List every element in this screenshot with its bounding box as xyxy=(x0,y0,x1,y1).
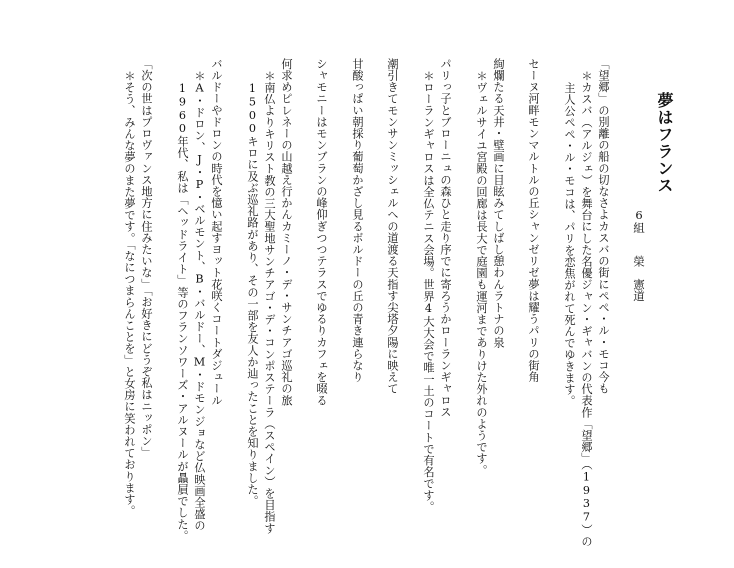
verse-4: パリっ子とブローニュの森ひと走り序でに寄ろうかローランギャロス xyxy=(439,58,452,418)
note-9a: ＊A・ドロン、J・P・ベルモント、B・バルドー、M・ドモンジョなど仏映画全盛の xyxy=(193,70,206,532)
note-9b: 1960年代、私は「ヘッドライト」等のフランソワーズ・アルヌールが贔屓でした。 xyxy=(176,82,189,542)
note-10: ＊そう、みんな夢のまた夢です。「なにつまらんことを」と女房に笑われております。 xyxy=(123,70,136,517)
verse-7: シャモニーはモンブランの峰仰ぎつつテラスでゆるりカフェを啜る xyxy=(315,58,328,406)
verse-3: 絢爛たる天井・壁画に目眩みてしばし憩わんラトナの泉 xyxy=(492,58,505,348)
author-class: 6組 xyxy=(632,208,646,234)
note-8b: 1500キロに及ぶ巡礼路があり、その一部を友人か辿ったことを知りました。 xyxy=(246,82,259,507)
note-4: ＊ローランギャロスは全仏テニス会場。世界4大大会で唯一土のコートで有名です。 xyxy=(422,70,435,513)
author-line xyxy=(632,208,646,302)
verse-1: 「望郷」の別離の船の切なさよカスバの街にペペ・ル・モコ今も xyxy=(597,58,610,395)
note-3: ＊ヴェルサイユ宮殿の回廊は長大で庭園も運河までありけた外れのようです。 xyxy=(475,70,488,476)
author-name: 榮 憲道 xyxy=(632,255,646,302)
note-1b: 主人公ペペ・ル・モコは、パリを恋焦がれて死んでゆきます。 xyxy=(563,82,576,407)
verse-10: 「次の世はプロヴァンス地方に住みたいな」「お好きにどうぞ私はニッポン」 xyxy=(140,58,153,459)
verse-2: セーヌ河畔モンマルトルの丘シャンゼリゼ夢は耀うパリの街角 xyxy=(527,58,540,383)
verse-9: バルドーやドロンの時代を憶い起すヨット花咲くコートダジュール xyxy=(210,58,223,406)
note-8a: ＊南仏よりキリスト教の三大聖地サンチアゴ・デ・コンポステーラ（スペイン）を目指す xyxy=(263,70,276,534)
verse-8: 何求めピレネーの山越え行かんカミーノ・デ・サンチアゴ巡礼の旅 xyxy=(280,58,293,406)
verse-5: 潮引きてモンサンミッシェルへの道渡る天指す尖塔夕陽に映えて xyxy=(386,58,399,395)
page-title: 夢はフランス xyxy=(655,92,674,194)
note-1a: ＊カスバ（アルジェ）を舞台にした名優ジャン・ギャバンの代表作「望郷」（1937）の xyxy=(580,70,593,548)
verse-6: 甘酸っぱい朝採り葡萄かざし見るボルドーの丘の青き連らなり xyxy=(351,58,364,383)
